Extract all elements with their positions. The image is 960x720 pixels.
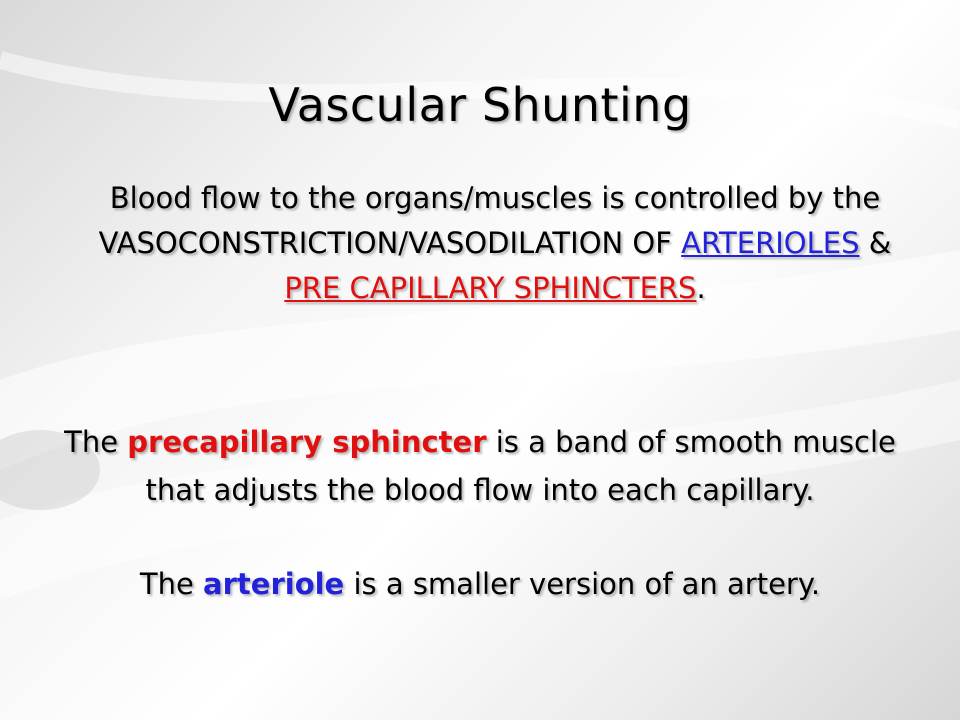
paragraph-1-tail: .: [696, 271, 706, 305]
arteriole-term: arteriole: [203, 567, 345, 601]
paragraph-3-lead: The: [139, 567, 204, 601]
arterioles-link[interactable]: ARTERIOLES: [681, 226, 860, 260]
pre-capillary-sphincters-link[interactable]: PRE CAPILLARY SPHINCTERS: [284, 271, 697, 305]
paragraph-2-lead: The: [64, 425, 128, 459]
precapillary-sphincter-term: precapillary sphincter: [127, 425, 487, 459]
paragraph-3-tail: is a smaller version of an artery.: [344, 567, 821, 601]
slide-title: Vascular Shunting: [268, 78, 692, 132]
paragraph-2-tail: is a band of smooth muscle that adjusts the blood flow into each capillary.: [145, 425, 896, 507]
paragraph-blood-flow: [80, 176, 910, 311]
paragraph-1-lead: Blood flow to the organs/muscles is controlled by the VASOCONSTRICTION/VASODILATION OF: [98, 181, 881, 260]
paragraph-arteriole: [0, 564, 960, 604]
paragraph-1-mid: &: [859, 226, 892, 260]
paragraph-precapillary-sphincter: [50, 418, 910, 514]
